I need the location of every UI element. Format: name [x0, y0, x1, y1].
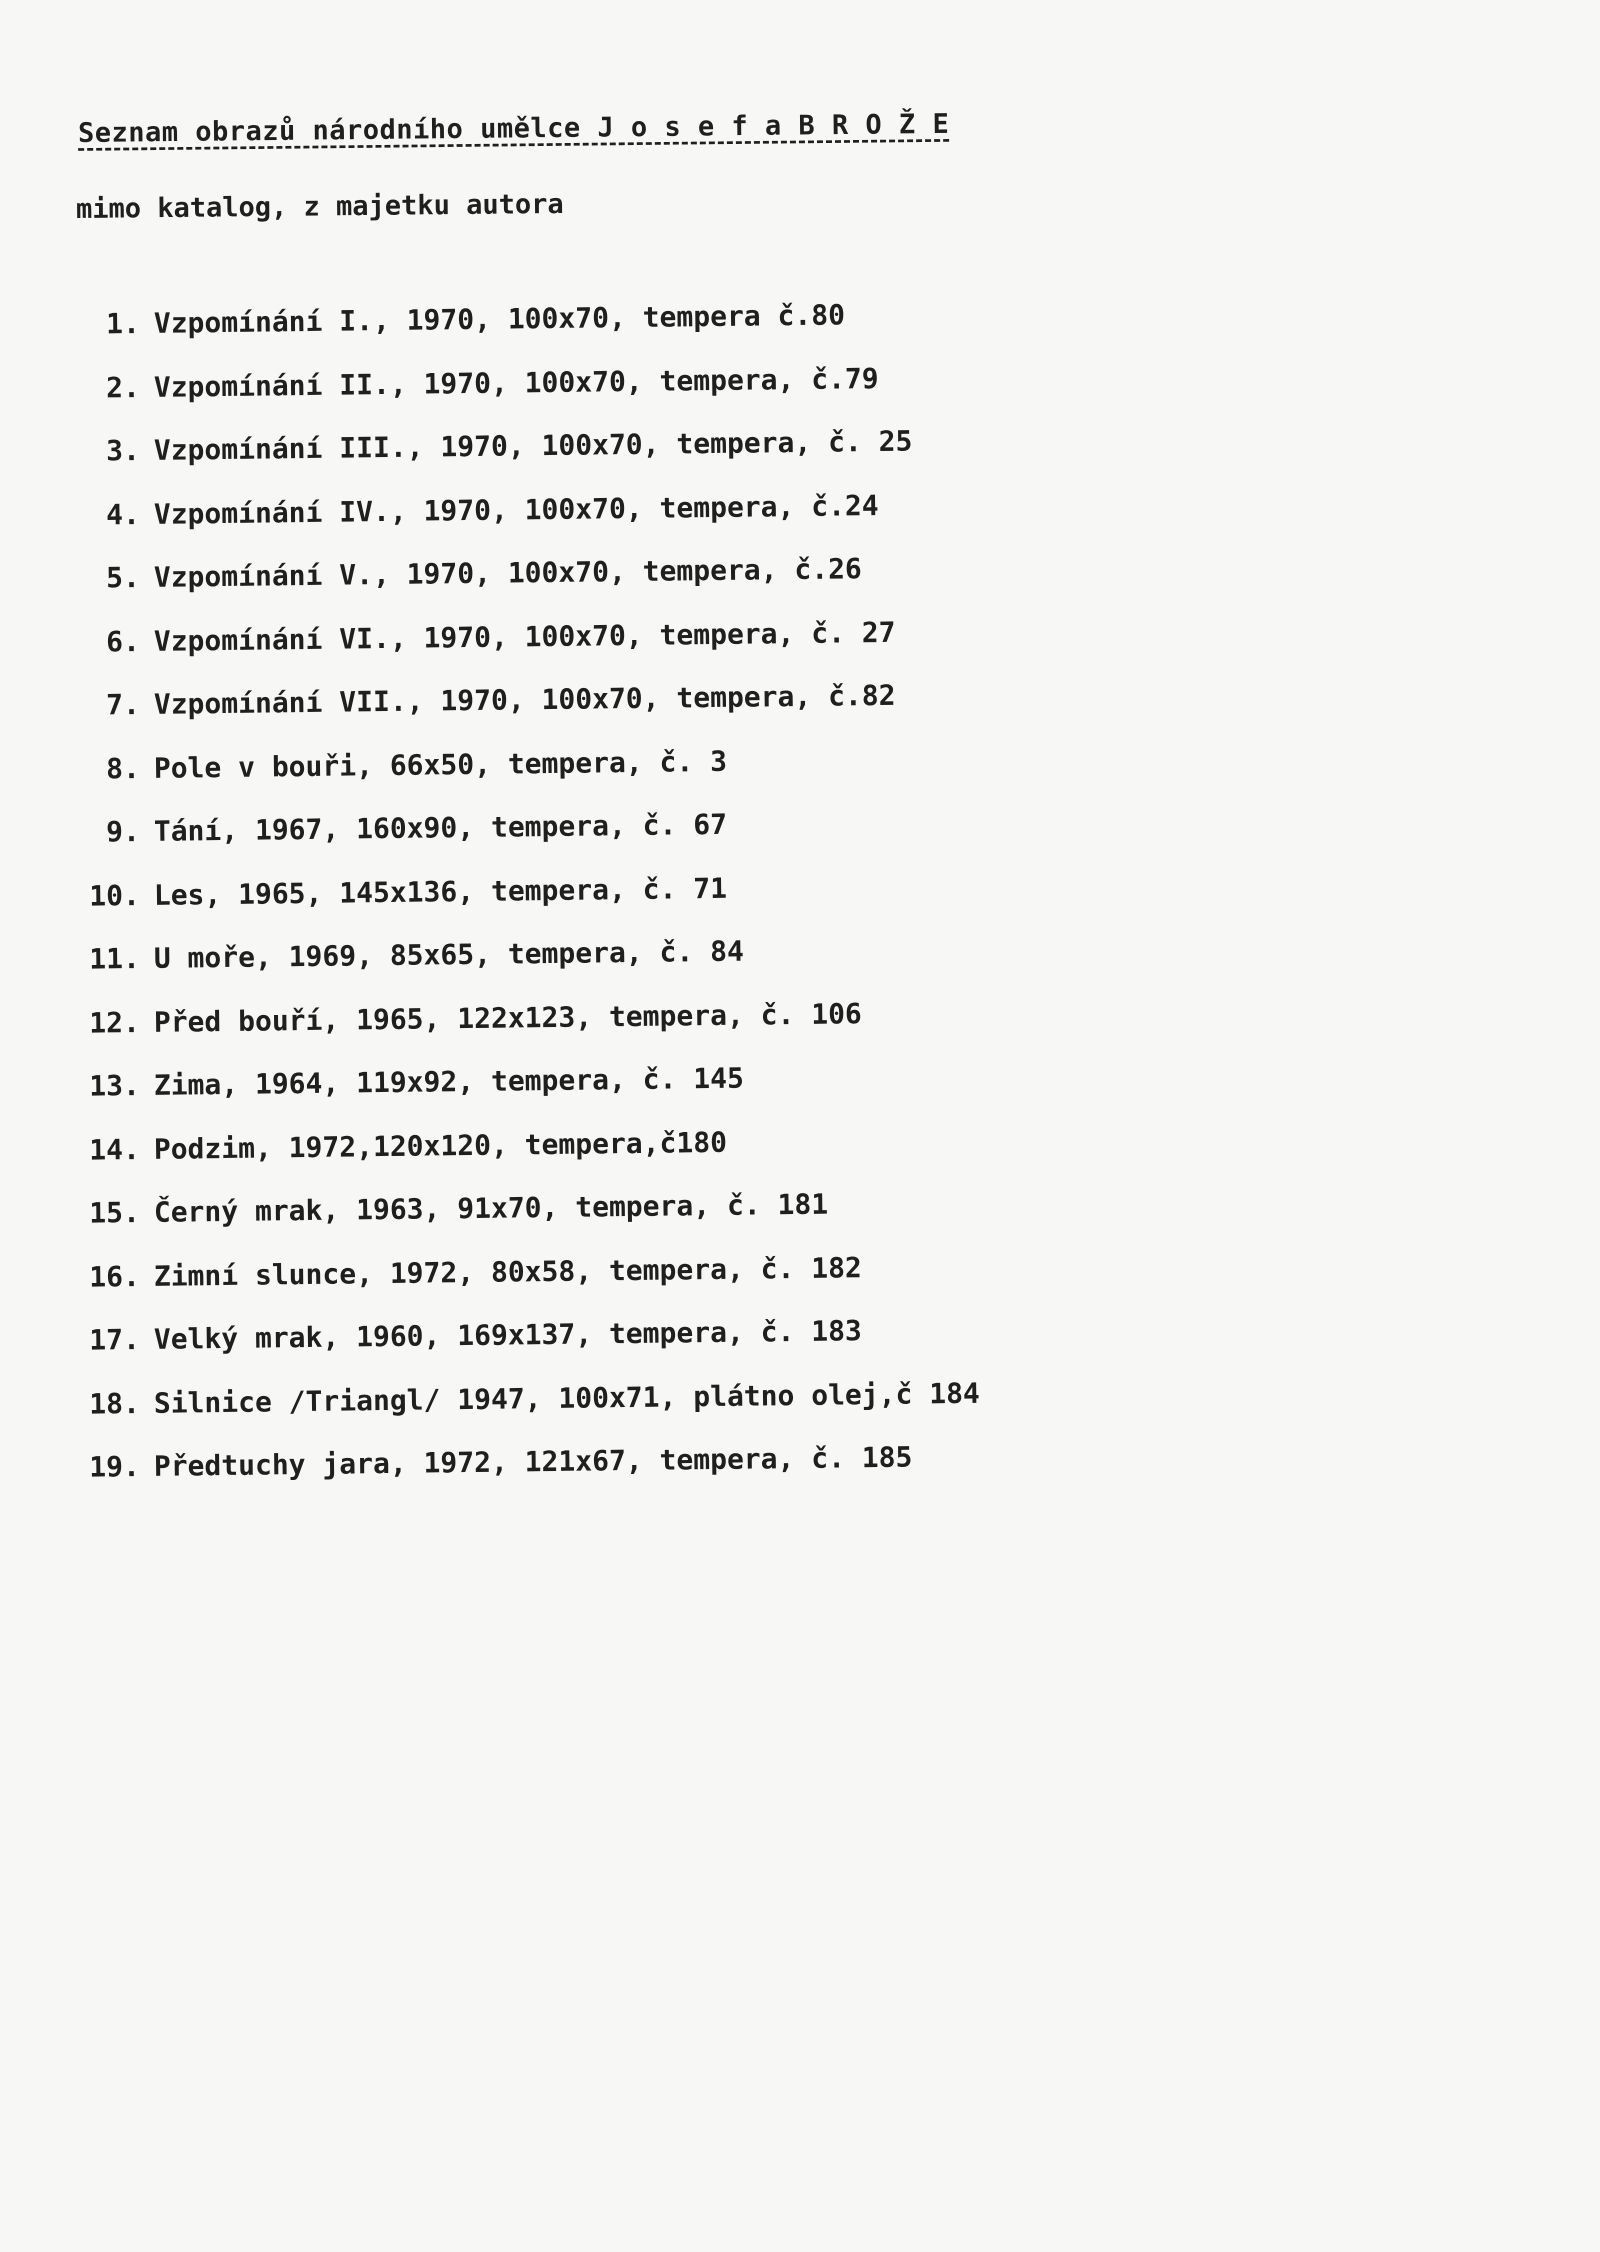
list-item: [60, 675, 981, 750]
item-text: Pole v bouři, 66x50, tempera, č. 3: [153, 744, 728, 785]
list-item: [60, 1310, 981, 1385]
item-text: Silnice /Triangl/ 1947, 100x71, plátno olej,č 184: [153, 1376, 980, 1420]
item-number: 5.: [105, 561, 141, 595]
list-item: [60, 1437, 981, 1512]
list-item: [60, 294, 981, 369]
list-item: [60, 738, 981, 813]
list-item: [60, 421, 981, 496]
list-item: [60, 929, 981, 1004]
item-text: Les, 1965, 145x136, tempera, č. 71: [153, 871, 728, 912]
document-subheading: mimo katalog, z majetku autora: [75, 188, 564, 225]
item-text: U moře, 1969, 85x65, tempera, č. 84: [153, 934, 745, 975]
list-item: [60, 611, 981, 686]
item-number: 18.: [89, 1386, 141, 1421]
item-number: 19.: [89, 1450, 141, 1484]
list-item: [60, 1183, 981, 1258]
item-number: 17.: [89, 1323, 141, 1357]
item-number: 1.: [105, 307, 141, 341]
item-number: 14.: [89, 1132, 141, 1167]
item-text: Velký mrak, 1960, 169x137, tempera, č. 183: [153, 1314, 863, 1356]
item-number: 16.: [89, 1259, 141, 1294]
item-text: Vzpomínání III., 1970, 100x70, tempera, č. 25: [153, 424, 913, 467]
list-item: [60, 357, 981, 432]
document-heading: Seznam obrazů národního umělce J o s e f a B R O Ž E: [77, 108, 950, 149]
item-number: 6.: [105, 624, 141, 658]
item-text: Vzpomínání II., 1970, 100x70, tempera, č.79: [153, 361, 879, 404]
list-item: [60, 1246, 981, 1321]
list-item: [60, 802, 981, 877]
list-item: [60, 992, 981, 1067]
item-text: Před bouří, 1965, 122x123, tempera, č. 106: [153, 996, 863, 1039]
item-number: 7.: [105, 688, 141, 722]
item-text: Předtuchy jara, 1972, 121x67, tempera, č. 185: [153, 1440, 913, 1483]
item-text: Vzpomínání VI., 1970, 100x70, tempera, č. 27: [153, 615, 896, 658]
item-text: Zimní slunce, 1972, 80x58, tempera, č. 182: [153, 1250, 863, 1293]
item-number: 15.: [89, 1196, 141, 1230]
item-text: Černý mrak, 1963, 91x70, tempera, č. 181: [153, 1187, 829, 1229]
list-item: [60, 1373, 981, 1448]
list-item: [60, 865, 981, 940]
item-text: Vzpomínání V., 1970, 100x70, tempera, č.26: [153, 552, 863, 594]
list-item: [60, 1119, 981, 1194]
item-number: 13.: [89, 1069, 141, 1103]
item-text: Vzpomínání VII., 1970, 100x70, tempera, č.82: [153, 678, 896, 721]
item-text: Vzpomínání IV., 1970, 100x70, tempera, č.24: [153, 488, 879, 531]
item-text: Vzpomínání I., 1970, 100x70, tempera č.80: [153, 298, 846, 340]
item-number: 12.: [89, 1005, 141, 1040]
list-item: [60, 1056, 981, 1131]
item-number: 2.: [105, 370, 141, 404]
item-number: 10.: [89, 878, 141, 913]
item-number: 4.: [105, 497, 141, 531]
item-text: Tání, 1967, 160x90, tempera, č. 67: [153, 807, 728, 848]
item-number: 11.: [89, 942, 141, 976]
item-number: 9.: [105, 815, 141, 849]
item-text: Zima, 1964, 119x92, tempera, č. 145: [153, 1061, 745, 1102]
item-number: 3.: [105, 434, 141, 468]
item-number: 8.: [105, 751, 141, 785]
list-item: [60, 484, 981, 559]
painting-list: [60, 298, 980, 1512]
list-item: [60, 548, 981, 623]
item-text: Podzim, 1972,120x120, tempera,č180: [153, 1125, 728, 1166]
